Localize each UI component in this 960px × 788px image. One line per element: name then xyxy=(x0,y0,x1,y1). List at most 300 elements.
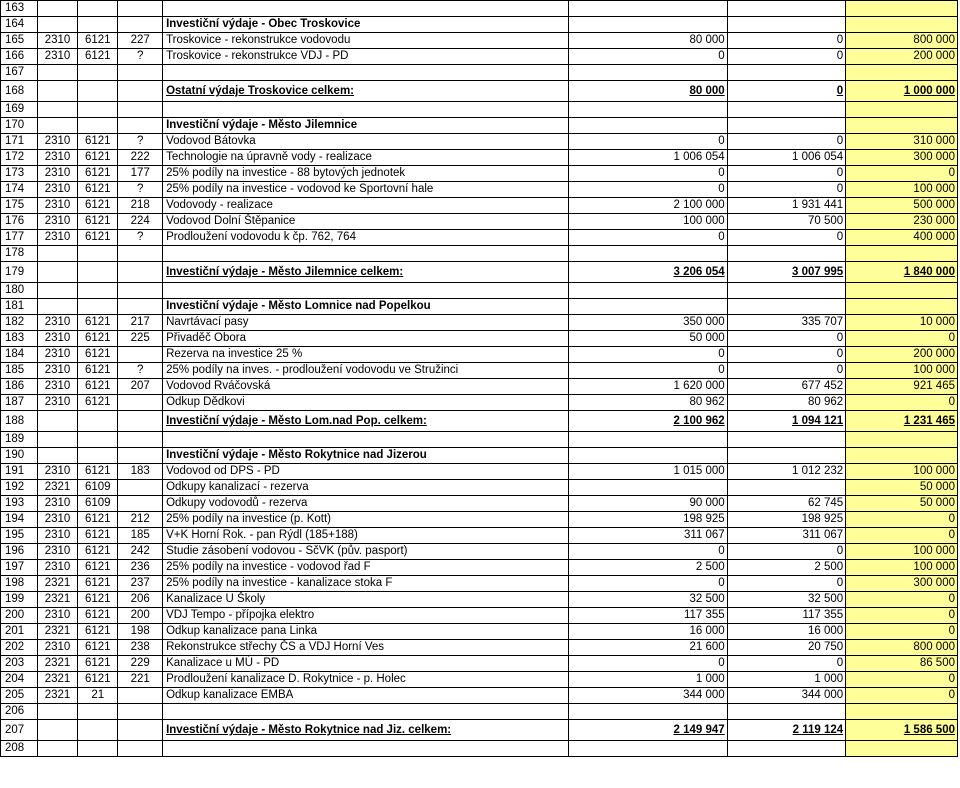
item-code-cell xyxy=(78,741,118,757)
value-2-cell xyxy=(727,432,846,448)
item-code-cell xyxy=(78,720,118,741)
row-number-cell: 176 xyxy=(1,214,38,230)
org-code-cell: 183 xyxy=(118,464,163,480)
item-code-cell: 21 xyxy=(78,688,118,704)
value-3-cell: 0 xyxy=(846,688,958,704)
row-number-cell: 173 xyxy=(1,166,38,182)
paragraph-cell: 2310 xyxy=(37,230,77,246)
item-code-cell xyxy=(78,102,118,118)
org-code-cell: 206 xyxy=(118,592,163,608)
description-cell: Prodloužení vodovodu k čp. 762, 764 xyxy=(163,230,569,246)
description-cell: Investiční výdaje - Město Lomnice nad Popelkou xyxy=(163,299,569,315)
table-row xyxy=(1,720,958,741)
row-number-cell: 172 xyxy=(1,150,38,166)
org-code-cell: 212 xyxy=(118,512,163,528)
value-3-cell: 0 xyxy=(846,395,958,411)
description-cell: Investiční výdaje - Město Jilemnice celkem: xyxy=(163,262,569,283)
org-code-cell xyxy=(118,395,163,411)
item-code-cell: 6121 xyxy=(78,640,118,656)
paragraph-cell: 2310 xyxy=(37,198,77,214)
description-cell: Investiční výdaje - Obec Troskovice xyxy=(163,17,569,33)
item-code-cell xyxy=(78,448,118,464)
value-2-cell xyxy=(727,704,846,720)
table-row xyxy=(1,379,958,395)
paragraph-cell: 2310 xyxy=(37,150,77,166)
table-body xyxy=(1,1,958,757)
paragraph-cell: 2310 xyxy=(37,347,77,363)
value-1-cell: 16 000 xyxy=(568,624,727,640)
paragraph-cell: 2310 xyxy=(37,544,77,560)
value-2-cell xyxy=(727,480,846,496)
table-row xyxy=(1,347,958,363)
table-row xyxy=(1,17,958,33)
description-cell: V+K Horní Rok. - pan Rýdl (185+188) xyxy=(163,528,569,544)
description-cell: Prodloužení kanalizace D. Rokytnice - p. Holec xyxy=(163,672,569,688)
org-code-cell: 185 xyxy=(118,528,163,544)
table-row xyxy=(1,640,958,656)
row-number-cell: 195 xyxy=(1,528,38,544)
value-3-cell: 100 000 xyxy=(846,363,958,379)
value-1-cell xyxy=(568,65,727,81)
value-2-cell xyxy=(727,283,846,299)
description-cell xyxy=(163,741,569,757)
row-number-cell: 183 xyxy=(1,331,38,347)
description-cell: 25% podíly na investice - vodovod ke Sportovní hale xyxy=(163,182,569,198)
value-2-cell: 80 962 xyxy=(727,395,846,411)
paragraph-cell: 2310 xyxy=(37,395,77,411)
table-row xyxy=(1,544,958,560)
item-code-cell: 6109 xyxy=(78,496,118,512)
value-1-cell: 80 962 xyxy=(568,395,727,411)
org-code-cell: 242 xyxy=(118,544,163,560)
org-code-cell xyxy=(118,118,163,134)
org-code-cell: ? xyxy=(118,363,163,379)
item-code-cell xyxy=(78,704,118,720)
item-code-cell: 6121 xyxy=(78,134,118,150)
value-1-cell: 1 000 xyxy=(568,672,727,688)
value-3-cell: 300 000 xyxy=(846,576,958,592)
value-1-cell: 0 xyxy=(568,166,727,182)
paragraph-cell xyxy=(37,283,77,299)
item-code-cell xyxy=(78,1,118,17)
row-number-cell: 178 xyxy=(1,246,38,262)
paragraph-cell: 2321 xyxy=(37,688,77,704)
value-3-cell: 0 xyxy=(846,528,958,544)
table-row xyxy=(1,560,958,576)
value-2-cell: 1 006 054 xyxy=(727,150,846,166)
paragraph-cell: 2310 xyxy=(37,464,77,480)
value-1-cell: 0 xyxy=(568,230,727,246)
description-cell xyxy=(163,432,569,448)
value-1-cell: 0 xyxy=(568,134,727,150)
table-row xyxy=(1,741,958,757)
item-code-cell xyxy=(78,81,118,102)
value-1-cell: 0 xyxy=(568,544,727,560)
value-1-cell xyxy=(568,118,727,134)
value-3-cell: 300 000 xyxy=(846,150,958,166)
item-code-cell: 6121 xyxy=(78,512,118,528)
table-row xyxy=(1,448,958,464)
value-1-cell: 350 000 xyxy=(568,315,727,331)
value-1-cell: 1 015 000 xyxy=(568,464,727,480)
paragraph-cell xyxy=(37,411,77,432)
table-row xyxy=(1,432,958,448)
value-1-cell: 1 620 000 xyxy=(568,379,727,395)
table-row xyxy=(1,315,958,331)
value-1-cell: 117 355 xyxy=(568,608,727,624)
table-row xyxy=(1,395,958,411)
value-2-cell: 117 355 xyxy=(727,608,846,624)
value-2-cell: 1 094 121 xyxy=(727,411,846,432)
row-number-cell: 164 xyxy=(1,17,38,33)
paragraph-cell xyxy=(37,81,77,102)
description-cell: Technologie na úpravně vody - realizace xyxy=(163,150,569,166)
org-code-cell xyxy=(118,480,163,496)
table-row xyxy=(1,299,958,315)
org-code-cell: 218 xyxy=(118,198,163,214)
item-code-cell: 6121 xyxy=(78,230,118,246)
row-number-cell: 184 xyxy=(1,347,38,363)
description-cell: Ostatní výdaje Troskovice celkem: xyxy=(163,81,569,102)
paragraph-cell: 2310 xyxy=(37,166,77,182)
description-cell: Vodovod od DPS - PD xyxy=(163,464,569,480)
row-number-cell: 168 xyxy=(1,81,38,102)
org-code-cell xyxy=(118,262,163,283)
paragraph-cell: 2310 xyxy=(37,528,77,544)
row-number-cell: 197 xyxy=(1,560,38,576)
value-3-cell: 86 500 xyxy=(846,656,958,672)
value-3-cell: 1 840 000 xyxy=(846,262,958,283)
item-code-cell: 6121 xyxy=(78,150,118,166)
paragraph-cell xyxy=(37,65,77,81)
paragraph-cell xyxy=(37,720,77,741)
value-2-cell: 1 012 232 xyxy=(727,464,846,480)
org-code-cell: 217 xyxy=(118,315,163,331)
description-cell: 25% podíly na investice (p. Kott) xyxy=(163,512,569,528)
item-code-cell: 6121 xyxy=(78,347,118,363)
value-2-cell: 0 xyxy=(727,134,846,150)
paragraph-cell: 2310 xyxy=(37,496,77,512)
value-1-cell: 21 600 xyxy=(568,640,727,656)
org-code-cell xyxy=(118,704,163,720)
value-3-cell: 921 465 xyxy=(846,379,958,395)
table-row xyxy=(1,480,958,496)
description-cell: Odkup kanalizace EMBA xyxy=(163,688,569,704)
item-code-cell xyxy=(78,299,118,315)
paragraph-cell: 2321 xyxy=(37,480,77,496)
paragraph-cell xyxy=(37,299,77,315)
paragraph-cell: 2321 xyxy=(37,672,77,688)
description-cell: VDJ Tempo - přípojka elektro xyxy=(163,608,569,624)
org-code-cell xyxy=(118,283,163,299)
item-code-cell xyxy=(78,262,118,283)
value-1-cell xyxy=(568,17,727,33)
row-number-cell: 185 xyxy=(1,363,38,379)
description-cell: Investiční výdaje - Město Rokytnice nad Jiz. celkem: xyxy=(163,720,569,741)
org-code-cell: 221 xyxy=(118,672,163,688)
row-number-cell: 192 xyxy=(1,480,38,496)
paragraph-cell: 2310 xyxy=(37,379,77,395)
value-3-cell: 0 xyxy=(846,166,958,182)
value-2-cell: 198 925 xyxy=(727,512,846,528)
description-cell: Rezerva na investice 25 % xyxy=(163,347,569,363)
value-3-cell: 100 000 xyxy=(846,560,958,576)
value-3-cell: 400 000 xyxy=(846,230,958,246)
value-3-cell: 50 000 xyxy=(846,496,958,512)
table-row xyxy=(1,496,958,512)
row-number-cell: 200 xyxy=(1,608,38,624)
item-code-cell: 6121 xyxy=(78,49,118,65)
value-2-cell: 20 750 xyxy=(727,640,846,656)
org-code-cell xyxy=(118,496,163,512)
row-number-cell: 181 xyxy=(1,299,38,315)
org-code-cell xyxy=(118,1,163,17)
paragraph-cell xyxy=(37,246,77,262)
value-3-cell: 800 000 xyxy=(846,640,958,656)
item-code-cell xyxy=(78,432,118,448)
value-2-cell: 3 007 995 xyxy=(727,262,846,283)
row-number-cell: 163 xyxy=(1,1,38,17)
org-code-cell xyxy=(118,720,163,741)
item-code-cell: 6121 xyxy=(78,214,118,230)
value-1-cell: 344 000 xyxy=(568,688,727,704)
paragraph-cell: 2310 xyxy=(37,640,77,656)
row-number-cell: 193 xyxy=(1,496,38,512)
value-1-cell: 32 500 xyxy=(568,592,727,608)
value-2-cell: 0 xyxy=(727,33,846,49)
row-number-cell: 201 xyxy=(1,624,38,640)
row-number-cell: 205 xyxy=(1,688,38,704)
description-cell: Troskovice - rekonstrukce vodovodu xyxy=(163,33,569,49)
value-1-cell: 2 149 947 xyxy=(568,720,727,741)
value-3-cell xyxy=(846,741,958,757)
description-cell: 25% podíly na investice - kanalizace stoka F xyxy=(163,576,569,592)
org-code-cell: ? xyxy=(118,49,163,65)
value-3-cell xyxy=(846,448,958,464)
item-code-cell: 6121 xyxy=(78,182,118,198)
value-1-cell xyxy=(568,704,727,720)
paragraph-cell xyxy=(37,262,77,283)
description-cell: 25% podíly na investice - 88 bytových jednotek xyxy=(163,166,569,182)
item-code-cell: 6121 xyxy=(78,528,118,544)
table-row xyxy=(1,608,958,624)
description-cell: Studie zásobení vodovou - SčVK (pův. pasport) xyxy=(163,544,569,560)
row-number-cell: 199 xyxy=(1,592,38,608)
description-cell xyxy=(163,246,569,262)
value-1-cell: 0 xyxy=(568,182,727,198)
description-cell: Vodovod Dolní Štěpanice xyxy=(163,214,569,230)
row-number-cell: 174 xyxy=(1,182,38,198)
paragraph-cell: 2321 xyxy=(37,624,77,640)
org-code-cell xyxy=(118,246,163,262)
org-code-cell: 177 xyxy=(118,166,163,182)
item-code-cell: 6121 xyxy=(78,315,118,331)
row-number-cell: 206 xyxy=(1,704,38,720)
row-number-cell: 187 xyxy=(1,395,38,411)
table-row xyxy=(1,528,958,544)
org-code-cell: 224 xyxy=(118,214,163,230)
value-3-cell xyxy=(846,102,958,118)
paragraph-cell: 2310 xyxy=(37,608,77,624)
org-code-cell xyxy=(118,17,163,33)
description-cell xyxy=(163,1,569,17)
item-code-cell: 6121 xyxy=(78,198,118,214)
row-number-cell: 198 xyxy=(1,576,38,592)
org-code-cell: 207 xyxy=(118,379,163,395)
value-2-cell: 0 xyxy=(727,49,846,65)
paragraph-cell: 2321 xyxy=(37,576,77,592)
row-number-cell: 169 xyxy=(1,102,38,118)
description-cell xyxy=(163,704,569,720)
value-2-cell: 344 000 xyxy=(727,688,846,704)
value-2-cell xyxy=(727,1,846,17)
table-row xyxy=(1,150,958,166)
table-row xyxy=(1,704,958,720)
value-1-cell: 0 xyxy=(568,576,727,592)
org-code-cell: 225 xyxy=(118,331,163,347)
value-1-cell xyxy=(568,1,727,17)
row-number-cell: 191 xyxy=(1,464,38,480)
item-code-cell: 6121 xyxy=(78,544,118,560)
row-number-cell: 167 xyxy=(1,65,38,81)
item-code-cell xyxy=(78,17,118,33)
item-code-cell: 6121 xyxy=(78,464,118,480)
item-code-cell: 6121 xyxy=(78,331,118,347)
description-cell: Odkup Dědkovi xyxy=(163,395,569,411)
row-number-cell: 196 xyxy=(1,544,38,560)
paragraph-cell xyxy=(37,102,77,118)
paragraph-cell xyxy=(37,118,77,134)
value-2-cell: 0 xyxy=(727,331,846,347)
description-cell: 25% podíly na inves. - prodloužení vodovodu ve Stružinci xyxy=(163,363,569,379)
org-code-cell: 227 xyxy=(118,33,163,49)
value-3-cell: 50 000 xyxy=(846,480,958,496)
description-cell: Přivaděč Obora xyxy=(163,331,569,347)
org-code-cell xyxy=(118,65,163,81)
row-number-cell: 182 xyxy=(1,315,38,331)
table-row xyxy=(1,512,958,528)
value-2-cell xyxy=(727,741,846,757)
item-code-cell: 6121 xyxy=(78,395,118,411)
value-1-cell: 0 xyxy=(568,347,727,363)
row-number-cell: 207 xyxy=(1,720,38,741)
value-1-cell xyxy=(568,283,727,299)
value-3-cell: 100 000 xyxy=(846,464,958,480)
value-3-cell: 200 000 xyxy=(846,347,958,363)
table-row xyxy=(1,592,958,608)
paragraph-cell: 2310 xyxy=(37,315,77,331)
value-1-cell: 90 000 xyxy=(568,496,727,512)
description-cell: Navrtávací pasy xyxy=(163,315,569,331)
description-cell: Odkupy kanalizací - rezerva xyxy=(163,480,569,496)
row-number-cell: 202 xyxy=(1,640,38,656)
table-row xyxy=(1,102,958,118)
value-1-cell xyxy=(568,741,727,757)
description-cell xyxy=(163,102,569,118)
value-3-cell xyxy=(846,246,958,262)
org-code-cell xyxy=(118,741,163,757)
value-3-cell xyxy=(846,283,958,299)
table-row xyxy=(1,1,958,17)
value-1-cell xyxy=(568,432,727,448)
value-3-cell: 800 000 xyxy=(846,33,958,49)
paragraph-cell: 2310 xyxy=(37,560,77,576)
paragraph-cell xyxy=(37,1,77,17)
value-3-cell: 1 000 000 xyxy=(846,81,958,102)
value-1-cell: 100 000 xyxy=(568,214,727,230)
row-number-cell: 171 xyxy=(1,134,38,150)
value-2-cell: 0 xyxy=(727,576,846,592)
value-2-cell: 335 707 xyxy=(727,315,846,331)
value-3-cell: 0 xyxy=(846,592,958,608)
value-1-cell: 2 500 xyxy=(568,560,727,576)
org-code-cell: 236 xyxy=(118,560,163,576)
value-2-cell: 0 xyxy=(727,363,846,379)
description-cell: Odkupy vodovodů - rezerva xyxy=(163,496,569,512)
value-2-cell xyxy=(727,17,846,33)
value-1-cell xyxy=(568,480,727,496)
value-1-cell: 198 925 xyxy=(568,512,727,528)
paragraph-cell: 2321 xyxy=(37,592,77,608)
table-row xyxy=(1,33,958,49)
value-2-cell: 0 xyxy=(727,182,846,198)
org-code-cell: 237 xyxy=(118,576,163,592)
value-2-cell xyxy=(727,118,846,134)
row-number-cell: 175 xyxy=(1,198,38,214)
org-code-cell xyxy=(118,411,163,432)
row-number-cell: 165 xyxy=(1,33,38,49)
value-3-cell: 0 xyxy=(846,672,958,688)
paragraph-cell: 2310 xyxy=(37,214,77,230)
row-number-cell: 180 xyxy=(1,283,38,299)
value-3-cell: 310 000 xyxy=(846,134,958,150)
paragraph-cell xyxy=(37,448,77,464)
value-3-cell: 1 231 465 xyxy=(846,411,958,432)
value-1-cell: 2 100 962 xyxy=(568,411,727,432)
value-2-cell: 677 452 xyxy=(727,379,846,395)
description-cell: Vodovody - realizace xyxy=(163,198,569,214)
value-1-cell xyxy=(568,102,727,118)
item-code-cell: 6121 xyxy=(78,624,118,640)
value-1-cell: 1 006 054 xyxy=(568,150,727,166)
row-number-cell: 189 xyxy=(1,432,38,448)
item-code-cell: 6109 xyxy=(78,480,118,496)
table-row xyxy=(1,576,958,592)
value-3-cell xyxy=(846,704,958,720)
item-code-cell: 6121 xyxy=(78,672,118,688)
org-code-cell: ? xyxy=(118,182,163,198)
item-code-cell: 6121 xyxy=(78,656,118,672)
value-1-cell: 2 100 000 xyxy=(568,198,727,214)
org-code-cell xyxy=(118,81,163,102)
table-row xyxy=(1,672,958,688)
description-cell: Rekonstrukce střechy ČS a VDJ Horní Ves xyxy=(163,640,569,656)
paragraph-cell xyxy=(37,17,77,33)
table-row xyxy=(1,49,958,65)
description-cell: Investiční výdaje - Město Jilemnice xyxy=(163,118,569,134)
description-cell: Vodovod Bátovka xyxy=(163,134,569,150)
table-row xyxy=(1,331,958,347)
table-row xyxy=(1,688,958,704)
table-row xyxy=(1,246,958,262)
value-2-cell xyxy=(727,448,846,464)
item-code-cell xyxy=(78,411,118,432)
description-cell: Odkup kanalizace pana Linka xyxy=(163,624,569,640)
value-1-cell: 80 000 xyxy=(568,33,727,49)
paragraph-cell xyxy=(37,741,77,757)
item-code-cell: 6121 xyxy=(78,166,118,182)
description-cell: Vodovod Rváčovská xyxy=(163,379,569,395)
